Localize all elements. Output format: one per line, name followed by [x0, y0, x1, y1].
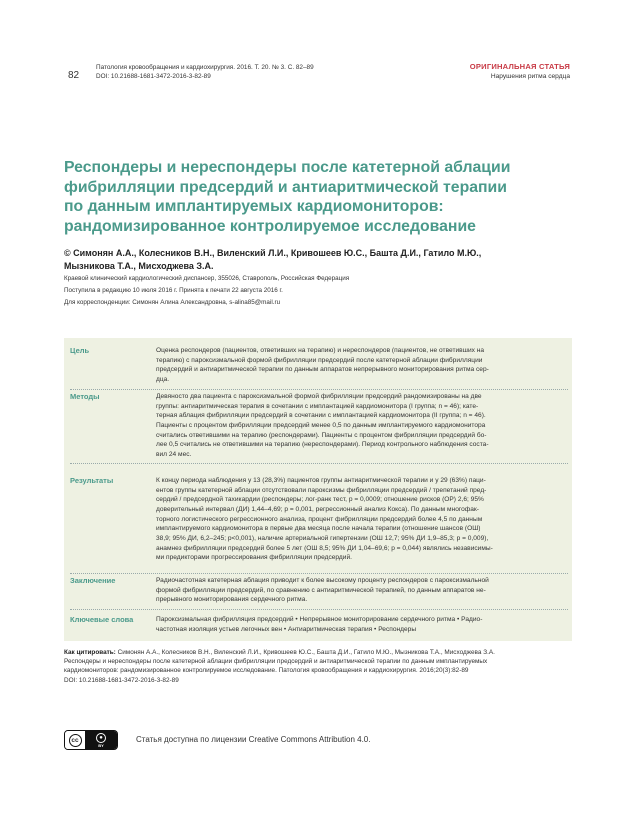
citation-line: Респондеры и нереспондеры после катетерной аблации фибрилляции предсердий и антиаритмической терапии по данным имплантируемых — [64, 658, 488, 666]
by-mark: BY — [98, 742, 104, 748]
abstract-line: торного логистического регрессионного анализа, процент фибрилляции предсердий более 4,5 по данным — [156, 515, 483, 523]
divider — [70, 573, 568, 574]
cc-mark: cc — [69, 734, 82, 747]
abstract-line: анамнез фибрилляции предсердий более 5 лет (ОШ 8,5; 95% ДИ 1,04–69,6; р = 0,044) являлись независимы- — [156, 544, 493, 552]
abstract-label: Методы — [70, 392, 100, 401]
abstract-line: Пароксизмальная фибрилляция предсердий • Непрерывное мониторирование сердечного ритма • Радио- — [156, 616, 483, 623]
article-title — [64, 158, 564, 236]
article-type-header — [470, 62, 570, 82]
journal-header — [96, 63, 314, 81]
abstract-line: предсердий и антиаритмической терапии по данным аппаратов непрерывного мониторирования ритма сер- — [156, 366, 489, 374]
abstract-label: Заключение — [70, 576, 116, 585]
abstract-line: прерывного мониторирования сердечного ритма. — [156, 596, 308, 604]
abstract-line: К концу периода наблюдения у 13 (28,3%) пациентов группы антиаритмической терапии и у 29 (63%) паци- — [156, 477, 486, 484]
authors-line: © Симонян А.А., Колесников В.Н., Виленский Л.И., Кривошеев Ю.С., Башта Д.И., Гатило М.Ю., — [64, 248, 482, 258]
abstract-line: сердий / предсердной тахикардии (респондеры; лог-ранк тест, р = 0,0009; отношение рисков (ОР) 2,6; 95% — [156, 496, 484, 504]
abstract-box — [64, 338, 572, 641]
correspondence: Для корреспонденции: Симонян Алина Александровна, s-alina85@mail.ru — [64, 299, 281, 306]
abstract-line: доверительный интервал (ДИ) 1,44–4,69; р = 0,001, регрессионный анализ Кокса). По данным многофак- — [156, 505, 479, 513]
journal-citation-line: Патология кровообращения и кардиохирургия. 2016. Т. 20. № 3. С. 82–89 — [96, 64, 314, 71]
abstract-line: имплантируемого кардиомонитора в первые два месяца после начала терапии (отношение шансов (ОШ) — [156, 525, 481, 533]
citation-line: кардиомониторов: рандомизированное контролируемое исследование. Патология кровообращения и кардиохирургия. 2016;20(3):82-89 — [64, 667, 469, 675]
title-line: Респондеры и нереспондеры после катетерной аблации — [64, 159, 511, 176]
citation-block — [64, 648, 574, 685]
abstract-line: ми предикторами прогрессирования фибрилляции предсердий. — [156, 554, 352, 562]
divider — [70, 389, 568, 390]
abstract-label: Результаты — [70, 476, 114, 485]
license-text: Статья доступна по лицензии Creative Commons Attribution 4.0. — [136, 735, 371, 744]
divider — [70, 463, 568, 464]
title-line: рандомизированное контролируемое исследование — [64, 217, 476, 235]
divider — [70, 609, 568, 610]
title-line: фибрилляции предсердий и антиаритмической терапии — [64, 178, 507, 196]
abstract-line: группы: антиаритмическая терапия в сочетании с имплантацией кардиомонитора (I группа; n = 46); кате- — [156, 402, 479, 410]
abstract-line: терная аблация фибрилляции предсердий в сочетании с имплантацией кардиомонитора (II группа; n = 46). — [156, 412, 486, 420]
page-number: 82 — [68, 70, 80, 81]
abstract-line: лее 0,5 считались не ответившими на терапию (нереспондерами). Период контрольного наблюдения соста- — [156, 441, 489, 449]
by-icon — [85, 731, 117, 749]
title-line: по данным имплантируемых кардиомониторов: — [64, 198, 444, 215]
abstract-line: частотная изоляция устьев легочных вен • Антиаритмическая терапия • Респондеры — [156, 625, 417, 633]
abstract-label: Ключевые слова — [70, 615, 134, 624]
article-type: ОРИГИНАЛЬНАЯ СТАТЬЯ — [469, 62, 570, 71]
abstract-line: ентов группы катетерной аблации отсутствовали пароксизмы фибрилляции предсердий / трепетаний пред- — [156, 486, 487, 494]
abstract-label: Цель — [70, 346, 90, 355]
article-section: Нарушения ритма сердца — [490, 73, 570, 80]
citation-line: DOI: 10.21688-1681-3472-2016-3-82-89 — [64, 676, 179, 684]
citation-first-line — [64, 648, 574, 657]
affiliation: Краевой клинический кардиологический диспансер, 355026, Ставрополь, Российская Федерация — [64, 275, 350, 282]
doi-line: DOI: 10.21688-1681-3472-2016-3-82-89 — [96, 73, 211, 80]
person-icon: ● — [96, 733, 106, 743]
received-dates: Поступила в редакцию 10 июля 2016 г. Принята к печати 22 августа 2016 г. — [64, 287, 283, 294]
authors — [64, 247, 574, 273]
abstract-line: 38,9; 95% ДИ, 6,2–245; р<0,001), наличие артериальной гипертензии (ОШ 12,7; 95% ДИ 1,9–85,3; р = 0,009), — [156, 534, 489, 542]
abstract-text — [156, 615, 566, 634]
citation-authors: Симонян А.А., Колесников В.Н., Виленский Л.И., Кривошеев Ю.С., Башта Д.И., Гатило М.Ю., Мызникова Т.А., Мисходжева З.А. — [117, 649, 495, 656]
abstract-text — [156, 476, 566, 563]
abstract-line: считались ответившими на терапию (респондерами). Пациенты с процентом фибрилляции предсердий бо- — [156, 431, 487, 439]
abstract-line: Пациенты с процентом фибрилляции предсердий менее 0,5 по данным имплантируемого кардиомонитора — [156, 421, 486, 429]
cc-icon — [65, 731, 85, 749]
abstract-line: Девяносто два пациента с пароксизмальной формой фибрилляции предсердий рандомизированы на две — [156, 393, 482, 400]
abstract-text — [156, 576, 566, 605]
abstract-text — [156, 346, 566, 385]
cc-by-badge[interactable] — [64, 730, 118, 750]
abstract-line: Оценка респондеров (пациентов, ответивших на терапию) и нереспондеров (пациентов, не ответивших на — [156, 347, 485, 354]
citation-label: Как цитировать: — [64, 649, 116, 656]
abstract-text — [156, 392, 566, 460]
abstract-line: Радиочастотная катетерная аблация приводит к более высокому проценту респондеров с пароксизмальной — [156, 577, 489, 584]
abstract-line: вил 24 мес. — [156, 450, 192, 458]
abstract-line: терапию) с пароксизмальной формой фибрилляции предсердий после катетерной аблации фибрилляции — [156, 356, 483, 364]
abstract-line: дца. — [156, 375, 170, 383]
abstract-line: формой фибрилляции предсердий, по сравнению с антиаритмической терапией, по данным аппаратов не- — [156, 586, 486, 594]
authors-line: Мызникова Т.А., Мисходжева З.А. — [64, 261, 214, 271]
